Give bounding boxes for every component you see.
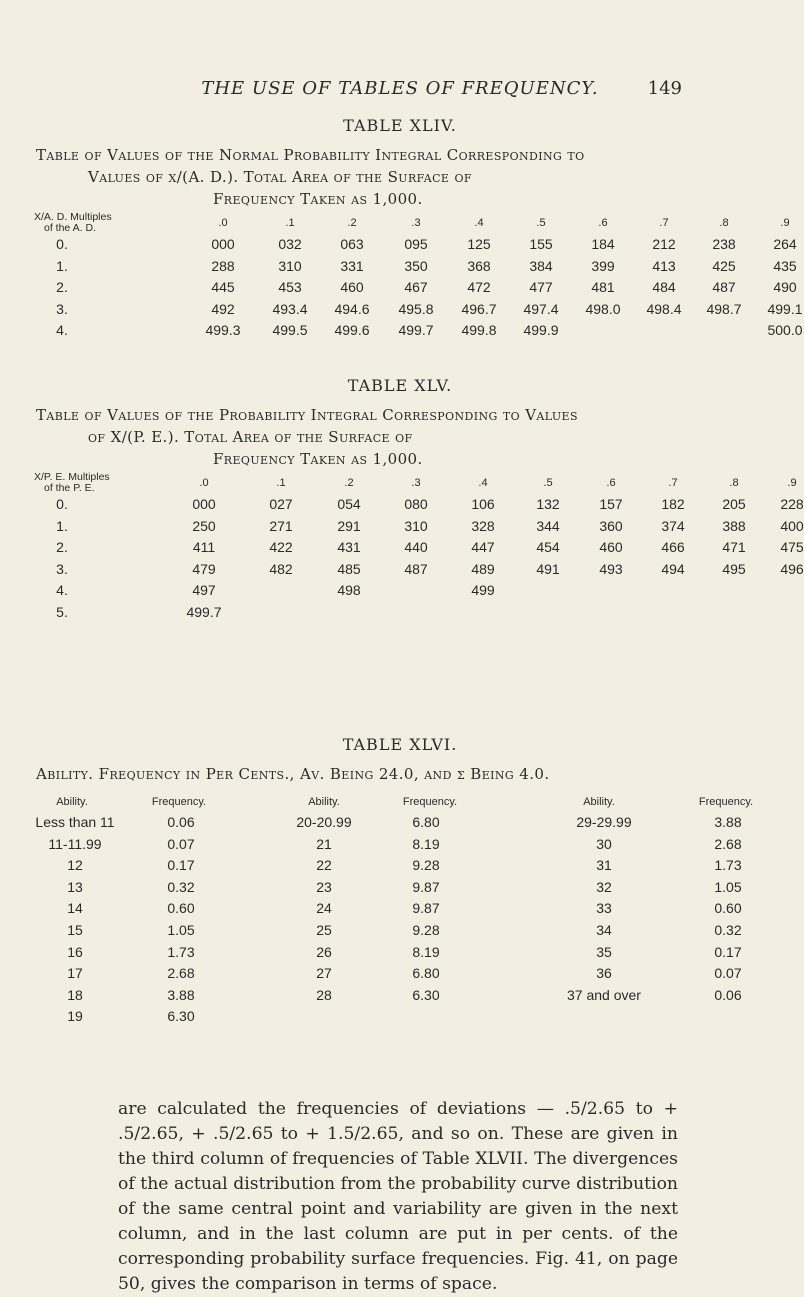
frequency-cell: 8.19 — [412, 835, 440, 852]
frequency-cell: 2.68 — [714, 835, 742, 852]
table-cell: 182 — [661, 496, 685, 512]
table-cell: 498.0 — [585, 300, 621, 317]
table-cell: 291 — [337, 517, 361, 534]
column-header: .5 — [543, 477, 553, 489]
column-header: .0 — [199, 477, 209, 489]
row-header-label: X/A. D. Multiples — [34, 211, 112, 223]
table-cell: 454 — [536, 539, 560, 555]
frequency-cell: 0.06 — [714, 986, 742, 1003]
ability-cell: 14 — [67, 900, 83, 917]
table-cell: 472 — [467, 279, 491, 295]
row-label: 1. — [56, 257, 68, 274]
table-cell: 499.5 — [272, 322, 308, 338]
frequency-cell: 6.30 — [167, 1008, 195, 1025]
table-cell: 496.7 — [461, 300, 497, 317]
frequency-cell: 0.06 — [167, 814, 195, 830]
table-cell: 498.7 — [706, 300, 742, 317]
table-cell: 475 — [780, 539, 804, 555]
ability-cell: 37 and over — [567, 986, 641, 1003]
table-cell: 499.7 — [398, 322, 434, 338]
table-cell: 493.4 — [272, 300, 308, 317]
frequency-cell: 9.28 — [412, 922, 440, 938]
table-cell: 000 — [211, 236, 235, 252]
table-cell: 125 — [467, 236, 491, 252]
frequency-cell: 0.17 — [714, 943, 742, 960]
frequency-cell: 6.80 — [412, 965, 440, 982]
column-header: .3 — [411, 477, 421, 489]
table-44-caption-line: Values of x/(A. D.). Total Area of the Surface of — [88, 168, 472, 186]
table-cell: 425 — [712, 257, 736, 274]
table-cell: 460 — [599, 539, 623, 555]
table-cell: 212 — [652, 236, 676, 252]
column-header: .4 — [474, 217, 484, 229]
ability-cell: 12 — [67, 857, 83, 874]
table-cell: 499.8 — [461, 322, 497, 338]
table-cell: 310 — [404, 517, 428, 534]
frequency-cell: 9.87 — [412, 900, 440, 917]
table-cell: 431 — [337, 539, 361, 555]
row-header-label: X/P. E. Multiples — [34, 471, 110, 483]
ability-cell: 11-11.99 — [48, 835, 102, 852]
ability-cell: 16 — [67, 943, 83, 960]
ability-cell: 13 — [67, 878, 83, 895]
ability-cell: 19 — [67, 1008, 83, 1025]
frequency-cell: 9.87 — [412, 878, 440, 895]
row-label: 2. — [56, 539, 68, 555]
table-cell: 484 — [652, 279, 676, 295]
ability-cell: 29-29.99 — [576, 814, 632, 830]
ability-cell: 30 — [596, 835, 612, 852]
table-cell: 411 — [192, 539, 216, 555]
row-label: 5. — [56, 603, 68, 620]
table-cell: 271 — [269, 517, 293, 534]
table-cell: 205 — [722, 496, 746, 512]
ability-cell: 21 — [316, 835, 332, 852]
column-header: .1 — [276, 477, 286, 489]
column-header: .9 — [780, 217, 790, 229]
table-cell: 498 — [337, 582, 361, 598]
table-cell: 413 — [652, 257, 676, 274]
column-header: .2 — [347, 217, 357, 229]
frequency-cell: 0.07 — [167, 835, 195, 852]
table-cell: 492 — [211, 300, 235, 317]
row-label: 1. — [56, 517, 68, 534]
ability-cell: 25 — [316, 922, 332, 938]
column-header: Frequency. — [151, 796, 207, 808]
row-label: 4. — [56, 322, 68, 338]
table-cell: 498.4 — [646, 300, 682, 317]
ability-cell: 35 — [596, 943, 612, 960]
row-label: 2. — [56, 279, 68, 295]
table-cell: 155 — [529, 236, 553, 252]
table-cell: 495 — [722, 560, 746, 577]
ability-cell: 23 — [316, 878, 332, 895]
ability-cell: 31 — [596, 857, 612, 874]
ability-cell: 24 — [316, 900, 332, 917]
table-cell: 499 — [471, 582, 495, 598]
ability-cell: 36 — [596, 965, 612, 982]
table-cell: 445 — [211, 279, 235, 295]
table-cell: 482 — [269, 560, 293, 577]
column-header: Frequency. — [698, 796, 754, 808]
table-cell: 054 — [337, 496, 361, 512]
table-cell: 460 — [340, 279, 364, 295]
frequency-cell: 0.07 — [714, 965, 742, 982]
column-header: .8 — [729, 477, 739, 489]
table-cell: 499.3 — [205, 322, 241, 338]
running-head — [0, 78, 800, 102]
table-cell: 500.0 — [767, 322, 803, 338]
frequency-cell: 1.73 — [714, 857, 742, 874]
table-cell: 238 — [712, 236, 736, 252]
column-header: Ability. — [56, 796, 88, 808]
column-header: .0 — [218, 217, 228, 229]
ability-cell: 20-20.99 — [296, 814, 352, 830]
column-header: .8 — [719, 217, 729, 229]
ability-cell: 15 — [67, 922, 83, 938]
frequency-cell: 6.80 — [412, 814, 440, 830]
table-cell: 481 — [591, 279, 615, 295]
ability-cell: 32 — [596, 878, 612, 895]
table-cell: 493 — [599, 560, 623, 577]
table-cell: 479 — [192, 560, 216, 577]
table-cell: 310 — [278, 257, 302, 274]
table-cell: 499.6 — [334, 322, 370, 338]
table-cell: 132 — [536, 496, 560, 512]
table-cell: 489 — [471, 560, 495, 577]
ability-cell: 22 — [316, 857, 332, 874]
table-46-title: TABLE XLVI. — [342, 735, 458, 754]
table-cell: 399 — [591, 257, 615, 274]
table-cell: 466 — [661, 539, 685, 555]
table-cell: 491 — [536, 560, 560, 577]
frequency-cell: 0.32 — [714, 922, 742, 938]
frequency-cell: 6.30 — [412, 986, 440, 1003]
table-cell: 184 — [591, 236, 615, 252]
table-cell: 400 — [780, 517, 804, 534]
table-cell: 487 — [404, 560, 428, 577]
table-cell: 497 — [192, 582, 216, 598]
table-cell: 032 — [278, 236, 302, 252]
table-cell: 288 — [211, 257, 235, 274]
table-cell: 360 — [599, 517, 623, 534]
table-cell: 440 — [404, 539, 428, 555]
row-label: 0. — [56, 496, 68, 512]
column-header: .7 — [668, 477, 678, 489]
frequency-cell: 1.73 — [167, 943, 195, 960]
table-cell: 494.6 — [334, 300, 370, 317]
column-header: .7 — [659, 217, 669, 229]
ability-cell: 27 — [316, 965, 332, 982]
table-cell: 471 — [722, 539, 746, 555]
table-cell: 000 — [192, 496, 216, 512]
frequency-cell: 0.60 — [714, 900, 742, 917]
ability-cell: Less than 11 — [35, 814, 115, 830]
running-head-title: THE USE OF TABLES OF FREQUENCY. — [201, 78, 599, 99]
ability-cell: 26 — [316, 943, 332, 960]
table-cell: 388 — [722, 517, 746, 534]
table-cell: 350 — [404, 257, 428, 274]
frequency-cell: 3.88 — [714, 814, 742, 830]
table-cell: 499.7 — [186, 603, 222, 620]
table-46-caption: Ability. Frequency in Per Cents., Av. Being 24.0, and σ Being 4.0. — [36, 765, 550, 783]
column-header: Ability. — [583, 796, 615, 808]
table-cell: 228 — [780, 496, 804, 512]
table-cell: 374 — [661, 517, 685, 534]
column-header: .2 — [344, 477, 354, 489]
table-cell: 497.4 — [523, 300, 559, 317]
table-cell: 453 — [278, 279, 302, 295]
body-paragraph — [118, 1097, 678, 1297]
column-header: .5 — [536, 217, 546, 229]
frequency-cell: 3.88 — [167, 986, 195, 1003]
table-cell: 080 — [404, 496, 428, 512]
frequency-cell: 2.68 — [167, 965, 195, 982]
table-cell: 384 — [529, 257, 553, 274]
table-cell: 095 — [404, 236, 428, 252]
column-header: .1 — [285, 217, 295, 229]
table-cell: 499.1 — [767, 300, 803, 317]
table-cell: 485 — [337, 560, 361, 577]
ability-cell: 18 — [67, 986, 83, 1003]
row-label: 4. — [56, 582, 68, 598]
table-45-caption-line: of X/(P. E.). Total Area of the Surface of — [88, 428, 413, 446]
table-45-caption-line: Table of Values of the Probability Integral Corresponding to Values — [36, 406, 578, 424]
table-cell: 027 — [269, 496, 293, 512]
row-label: 0. — [56, 236, 68, 252]
table-45-caption-line: Frequency Taken as 1,000. — [213, 450, 423, 468]
frequency-cell: 9.28 — [412, 857, 440, 874]
table-cell: 344 — [536, 517, 560, 534]
table-cell: 264 — [773, 236, 797, 252]
column-header: .6 — [598, 217, 608, 229]
frequency-cell: 8.19 — [412, 943, 440, 960]
table-cell: 328 — [471, 517, 495, 534]
row-header-label: of the P. E. — [44, 482, 95, 494]
row-header-label: of the A. D. — [44, 222, 96, 234]
table-cell: 106 — [471, 496, 495, 512]
column-header: Ability. — [308, 796, 340, 808]
table-cell: 435 — [773, 257, 797, 274]
table-cell: 157 — [599, 496, 623, 512]
body-paragraph-text: are calculated the frequencies of deviations — .5/2.65 to + .5/2.65, + .5/2.65 to + 1.5/2.65, and so on. These are given in the third column of frequencies of Table XLVII. The divergences of the actual distribution from the probability curve distribution of the same central point and variability are given in the next column, and in the last column are put in per cents. of the corresponding probability surface frequencies. Fig. 41, on page 50, gives the comparison in terms of space. — [118, 1099, 678, 1294]
table-cell: 487 — [712, 279, 736, 295]
column-header: .4 — [478, 477, 488, 489]
column-header: .6 — [606, 477, 616, 489]
frequency-cell: 1.05 — [714, 878, 742, 895]
column-header: .9 — [787, 477, 797, 489]
table-cell: 499.9 — [523, 322, 559, 338]
page-number: 149 — [647, 78, 682, 99]
ability-cell: 28 — [316, 986, 332, 1003]
ability-cell: 17 — [67, 965, 83, 982]
table-cell: 467 — [404, 279, 428, 295]
ability-cell: 34 — [596, 922, 612, 938]
table-cell: 496 — [780, 560, 804, 577]
frequency-cell: 1.05 — [167, 922, 195, 938]
table-cell: 063 — [340, 236, 364, 252]
table-44-caption-line: Frequency Taken as 1,000. — [213, 190, 423, 208]
row-label: 3. — [56, 300, 68, 317]
table-cell: 494 — [661, 560, 685, 577]
frequency-cell: 0.60 — [167, 900, 195, 917]
table-cell: 477 — [529, 279, 553, 295]
column-header: Frequency. — [402, 796, 458, 808]
table-cell: 250 — [192, 517, 216, 534]
table-cell: 490 — [773, 279, 797, 295]
table-cell: 422 — [269, 539, 293, 555]
table-44-title: TABLE XLIV. — [343, 116, 457, 135]
table-cell: 331 — [340, 257, 364, 274]
ability-cell: 33 — [596, 900, 612, 917]
table-cell: 368 — [467, 257, 491, 274]
row-label: 3. — [56, 560, 68, 577]
table-44-caption-line: Table of Values of the Normal Probability Integral Corresponding to — [36, 146, 585, 164]
frequency-cell: 0.32 — [167, 878, 195, 895]
table-45-title: TABLE XLV. — [347, 376, 453, 395]
column-header: .3 — [411, 217, 421, 229]
table-cell: 495.8 — [398, 300, 434, 317]
frequency-cell: 0.17 — [167, 857, 195, 874]
table-cell: 447 — [471, 539, 495, 555]
